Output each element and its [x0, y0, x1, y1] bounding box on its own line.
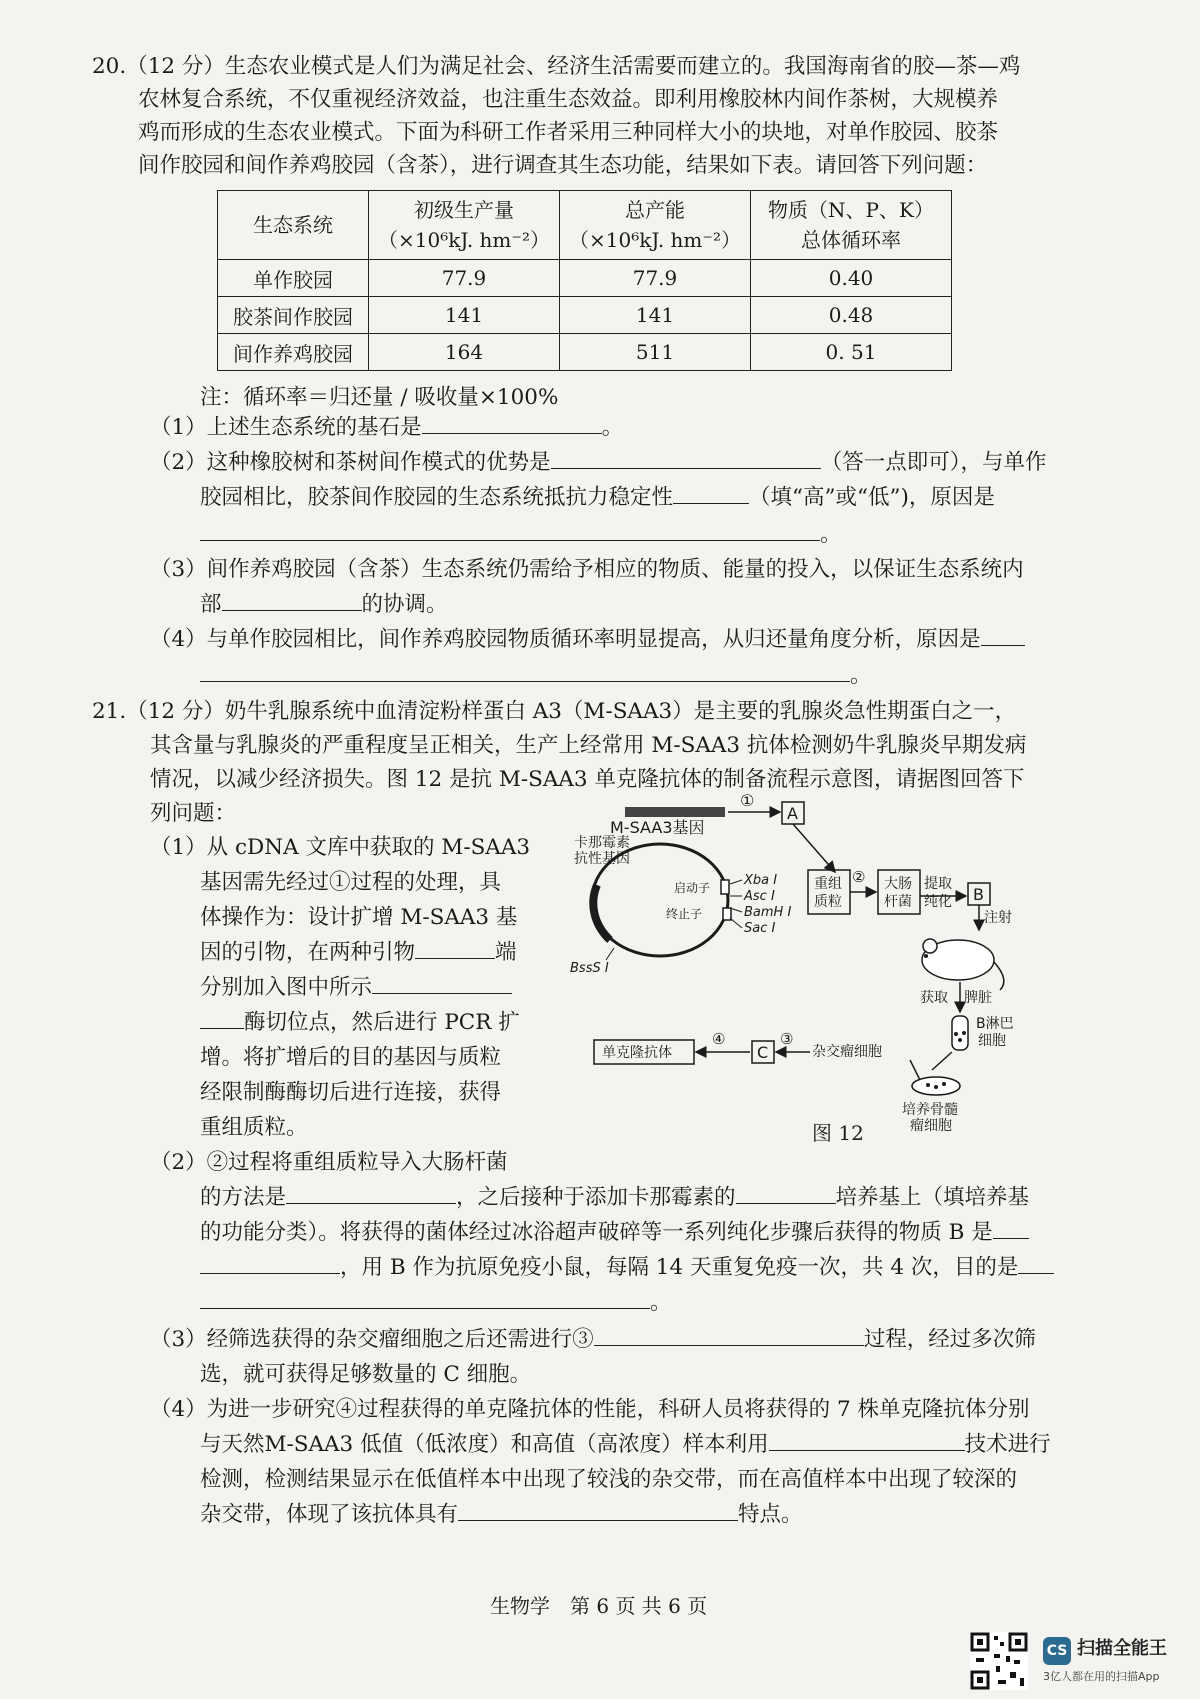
q21-sub2-l2: 的方法是 ，之后接种于添加卡那霉素的 培养基上（填培养基 — [200, 1185, 1030, 1210]
table-row — [218, 334, 952, 371]
ecosystem-table — [217, 190, 952, 371]
q20-sub3-line1: （3）间作养鸡胶园（含茶）生态系统仍需给予相应的物质、能量的投入，以保证生态系统内 — [150, 557, 1024, 582]
box-c-label: C — [757, 1043, 769, 1062]
table-cell: 77.9 — [369, 260, 560, 297]
page-footer: 生物学 第 6 页 共 6 页 — [490, 1594, 708, 1618]
site-bamhi: BamH I — [744, 905, 792, 920]
q20-line-1: 20.（12 分）生态农业模式是人们为满足社会、经济生活需要而建立的。我国海南省的胶—茶—鸡 — [92, 54, 1021, 79]
answer-blank[interactable] — [200, 1288, 650, 1309]
table-row — [218, 260, 952, 297]
gene-bar — [625, 807, 725, 817]
ecoli-label-2: 杆菌 — [884, 894, 912, 910]
answer-blank[interactable] — [372, 973, 512, 994]
answer-blank[interactable] — [200, 520, 820, 541]
q21-sub4-l1: （4）为进一步研究④过程获得的单克隆抗体的性能，科研人员将获得的 7 株单克隆抗体分别 — [150, 1397, 1030, 1422]
answer-blank[interactable] — [415, 938, 495, 959]
site-xbai: Xba I — [744, 873, 778, 888]
terminator-box — [723, 908, 731, 920]
table-cell: 141 — [560, 297, 751, 334]
q21-sub2-l5: 。 — [200, 1288, 672, 1318]
q21-sub2-l4: ，用 B 作为抗原免疫小鼠，每隔 14 天重复免疫一次，共 4 次，目的是 — [200, 1253, 1054, 1283]
q21-sub1-l2: 基因需先经过①过程的处理，具 — [200, 870, 502, 895]
obtain-label: 获取 — [920, 990, 948, 1006]
merge-line — [910, 1060, 920, 1080]
table-cell: 胶茶间作胶园 — [218, 297, 369, 334]
cell-dot — [926, 1083, 930, 1087]
myeloma-label-2: 瘤细胞 — [910, 1118, 952, 1134]
answer-blank[interactable] — [200, 1253, 340, 1274]
q21-sub3-l2: 选，就可获得足够数量的 C 细胞。 — [200, 1362, 532, 1387]
table-header-cell: 总产能 （×10⁶kJ. hm⁻²） — [560, 191, 751, 260]
q20-line-2: 农林复合系统，不仅重视经济效益，也注重生态效益。即利用橡胶林内间作茶树，大规模养 — [138, 87, 999, 112]
q21-sub1-l6: 酶切位点，然后进行 PCR 扩 — [200, 1008, 520, 1038]
answer-blank[interactable] — [422, 413, 602, 434]
inject-label: 注射 — [984, 910, 1012, 926]
q21-sub1-l1: （1）从 cDNA 文库中获取的 M-SAA3 — [150, 835, 531, 860]
arrow-a-to-recomb — [793, 824, 835, 872]
q20-sub3-line2: 部 的协调。 — [200, 592, 448, 617]
q20-sub2-line2: 胶园相比，胶茶间作胶园的生态系统抵抗力稳定性 （填“高”或“低”)，原因是 — [200, 485, 995, 510]
answer-blank[interactable] — [769, 1430, 965, 1451]
figure-caption: 图 12 — [812, 1121, 864, 1145]
answer-blank[interactable] — [594, 1325, 864, 1346]
site-tick — [606, 948, 614, 960]
mab-label: 单克隆抗体 — [602, 1045, 672, 1061]
q20-line-3: 鸡而形成的生态农业模式。下面为科研工作者采用三种同样大小的块地，对单作胶园、胶茶 — [138, 120, 999, 145]
table-header-cell: 物质（N、P、K） 总体循环率 — [751, 191, 952, 260]
q21-sub4-l4: 杂交带，体现了该抗体具有 特点。 — [200, 1502, 803, 1527]
cell-dot — [934, 1085, 938, 1089]
q21-sub4-l2: 与天然M-SAA3 低值（低浓度）和高值（高浓度）样本利用 技术进行 — [200, 1432, 1051, 1457]
q21-sub1-l4: 因的引物，在两种引物 端 — [200, 940, 517, 965]
site-bsssi: BssS I — [570, 961, 609, 976]
promoter-label: 启动子 — [674, 881, 711, 895]
q21-line-1: 21.（12 分）奶牛乳腺系统中血清淀粉样蛋白 A3（M-SAA3）是主要的乳腺炎急性期蛋白之一， — [92, 699, 1017, 724]
camscanner-logo-icon: CS — [1043, 1637, 1071, 1665]
answer-blank[interactable] — [200, 1008, 244, 1029]
recomb-label-2: 质粒 — [814, 894, 842, 910]
answer-blank[interactable] — [993, 1218, 1029, 1239]
site-tick — [730, 908, 742, 912]
cell-dot — [958, 1038, 962, 1042]
q21-sub1-l5: 分别加入图中所示 — [200, 973, 512, 1003]
table-cell: 间作养鸡胶园 — [218, 334, 369, 371]
q21-sub1-l3: 体操作为：设计扩增 M-SAA3 基 — [200, 905, 518, 930]
answer-blank[interactable] — [673, 483, 749, 504]
q21-sub3-l1: （3）经筛选获得的杂交瘤细胞之后还需进行③ 过程，经过多次筛 — [150, 1327, 1036, 1352]
table-cell: 单作胶园 — [218, 260, 369, 297]
site-asci: Asc I — [744, 889, 775, 904]
answer-blank[interactable] — [200, 661, 850, 682]
cell-dot — [954, 1032, 958, 1036]
answer-blank[interactable] — [458, 1500, 738, 1521]
cell-dot — [942, 1082, 946, 1086]
site-tick — [730, 880, 742, 884]
kana-resistance-segment — [593, 885, 610, 940]
answer-blank[interactable] — [981, 625, 1025, 646]
box-a-label: A — [787, 804, 798, 823]
step-4-label: ④ — [712, 1030, 726, 1048]
terminator-label: 终止子 — [666, 907, 703, 921]
q21-sub1-l7: 增。将扩增后的目的基因与质粒 — [200, 1045, 502, 1070]
promoter-box — [721, 880, 729, 894]
kana-label-1: 卡那霉素 — [574, 835, 630, 851]
q21-sub2-l3: 的功能分类）。将获得的菌体经过冰浴超声破碎等一系列纯化步骤后获得的物质 B 是 — [200, 1218, 1029, 1248]
q20-sub4-line1: （4）与单作胶园相比，间作养鸡胶园物质循环率明显提高，从归还量角度分析，原因是 — [150, 625, 1025, 655]
site-tick — [730, 918, 742, 928]
blymph-label-2: 细胞 — [978, 1033, 1006, 1049]
answer-blank[interactable] — [222, 590, 362, 611]
table-header-cell: 生态系统 — [218, 191, 369, 260]
table-header-cell: 初级生产量 （×10⁶kJ. hm⁻²） — [369, 191, 560, 260]
q20-sub1: （1）上述生态系统的基石是 。 — [150, 415, 624, 440]
qr-code-icon — [970, 1632, 1028, 1690]
table-header-row — [218, 191, 952, 260]
q20-sub2-line1: （2）这种橡胶树和茶树间作模式的优势是 （答一点即可），与单作 — [150, 450, 1047, 475]
camscanner-brand: 扫描全能王 — [1077, 1638, 1167, 1659]
q21-sub2-l1: （2）②过程将重组质粒导入大肠杆菌 — [150, 1150, 508, 1175]
site-saci: Sac I — [744, 921, 776, 936]
q21-sub4-l3: 检测，检测结果显示在低值样本中出现了较浅的杂交带，而在高值样本中出现了较深的 — [200, 1467, 1018, 1492]
table-cell: 511 — [560, 334, 751, 371]
table-cell: 0. 51 — [751, 334, 952, 371]
myeloma-label-1: 培养骨髓 — [902, 1102, 958, 1118]
ecoli-label-1: 大肠 — [884, 876, 912, 892]
q21-sub1-l8: 经限制酶酶切后进行连接，获得 — [200, 1080, 502, 1105]
table-cell: 164 — [369, 334, 560, 371]
table-cell: 0.48 — [751, 297, 952, 334]
step-3-label: ③ — [780, 1030, 794, 1048]
answer-blank[interactable] — [736, 1183, 836, 1204]
q20-sub2-line3: 。 — [200, 520, 842, 550]
table-cell: 77.9 — [560, 260, 751, 297]
table-row — [218, 297, 952, 334]
q21-line-3: 情况，以减少经济损失。图 12 是抗 M-SAA3 单克隆抗体的制备流程示意图，请据图回答下 — [150, 767, 1025, 792]
table-note: 注：循环率＝归还量 / 吸收量×100% — [200, 385, 559, 410]
hybridoma-label: 杂交瘤细胞 — [812, 1044, 882, 1060]
answer-blank[interactable] — [1018, 1253, 1054, 1274]
table-cell: 141 — [369, 297, 560, 334]
q20-sub4-line2: 。 — [200, 661, 872, 691]
cell-dot — [962, 1031, 966, 1035]
kana-label-2: 抗性基因 — [574, 851, 630, 867]
q20-line-4: 间作胶园和间作养鸡胶园（含茶），进行调查其生态功能，结果如下表。请回答下列问题： — [138, 153, 988, 178]
step-1-label: ① — [740, 791, 755, 810]
merge-line — [932, 1052, 952, 1070]
box-b-label: B — [973, 885, 984, 904]
q21-line-2: 其含量与乳腺炎的严重程度呈正相关，生产上经常用 M-SAA3 抗体检测奶牛乳腺炎早期发病 — [150, 733, 1027, 758]
mouse-icon — [922, 939, 1004, 990]
answer-blank[interactable] — [551, 448, 821, 469]
spleen-label: 脾脏 — [964, 990, 992, 1006]
extract-label-1: 提取 — [924, 876, 952, 892]
table-cell: 0.40 — [751, 260, 952, 297]
step-2-label: ② — [852, 868, 866, 886]
camscanner-tagline: 3亿人都在用的扫描App — [1043, 1670, 1160, 1683]
extract-label-2: 纯化 — [924, 894, 952, 910]
q21-line-4: 列问题： — [150, 801, 237, 826]
gene-label: M-SAA3基因 — [610, 818, 705, 837]
answer-blank[interactable] — [286, 1183, 456, 1204]
recomb-label-1: 重组 — [814, 876, 842, 892]
q21-sub1-l9: 重组质粒。 — [200, 1115, 308, 1140]
blymph-label-1: B淋巴 — [976, 1016, 1014, 1032]
